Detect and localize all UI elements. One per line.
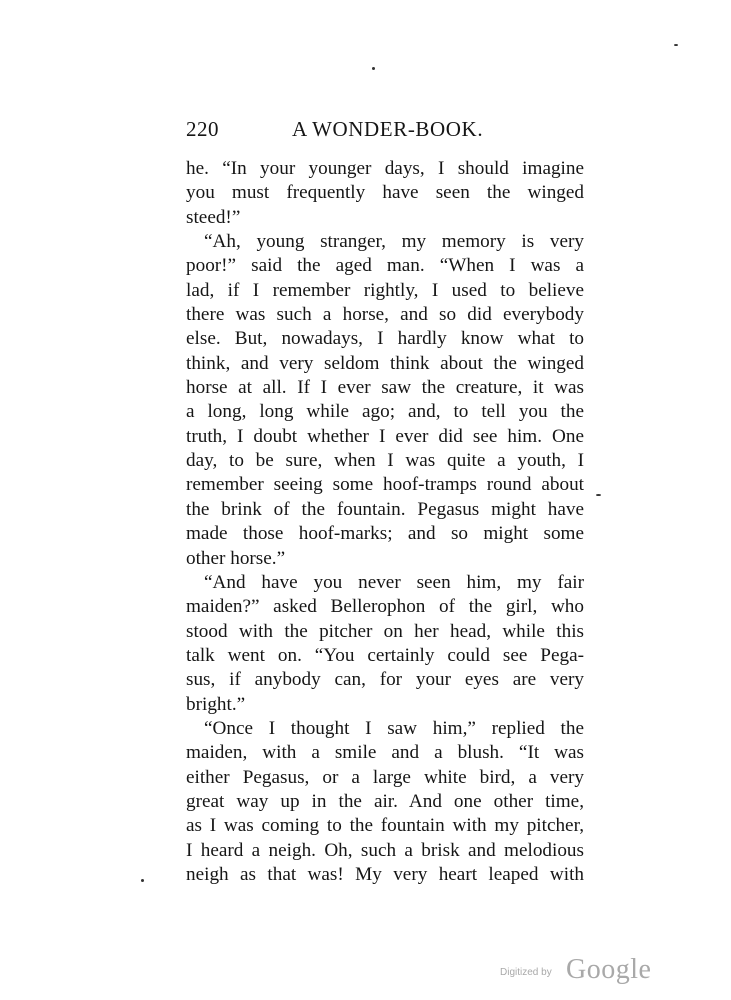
text-line: the brink of the fountain. Pegasus might have (186, 498, 584, 520)
text-line: “Ah, young stranger, my memory is very (204, 231, 584, 253)
text-line: “Once I thought I saw him,” replied the (204, 717, 584, 739)
text-line: steed!” (186, 206, 241, 228)
book-title: A WONDER-BOOK. (292, 117, 484, 141)
text-line: I heard a neigh. Oh, such a brisk and melodious (186, 839, 584, 861)
text-line: there was such a horse, and so did everybody (186, 304, 584, 326)
text-line: sus, if anybody can, for your eyes are very (186, 669, 584, 691)
text-line: stood with the pitcher on her head, while this (186, 620, 584, 642)
text-line: day, to be sure, when I was quite a youth, I (186, 450, 584, 472)
watermark-prefix: Digitized by (500, 967, 552, 978)
scan-speck (372, 67, 375, 70)
text-line: you must frequently have seen the winged (186, 182, 584, 204)
body-text (186, 157, 584, 887)
text-line: think, and very seldom think about the winged (186, 352, 584, 374)
text-line: great way up in the air. And one other time, (186, 790, 584, 812)
text-line: neigh as that was! My very heart leaped with (186, 863, 584, 885)
text-line: horse at all. If I ever saw the creature, it was (186, 377, 584, 399)
scan-speck (674, 44, 678, 46)
text-line: bright.” (186, 693, 246, 715)
text-line: else. But, nowadays, I hardly know what to (186, 328, 584, 350)
text-line: poor!” said the aged man. “When I was a (186, 255, 584, 277)
text-line: talk went on. “You certainly could see Pega- (186, 644, 584, 666)
google-logo: Google (566, 954, 652, 985)
scan-speck (596, 494, 601, 496)
text-line: other horse.” (186, 547, 286, 569)
digitized-by-google-watermark (500, 956, 670, 984)
text-line: made those hoof-marks; and so might some (186, 523, 584, 545)
text-line: “And have you never seen him, my fair (204, 571, 584, 593)
text-line: maiden, with a smile and a blush. “It was (186, 742, 584, 764)
text-line: either Pegasus, or a large white bird, a very (186, 766, 584, 788)
text-line: he. “In your younger days, I should imagine (186, 158, 584, 179)
text-line: truth, I doubt whether I ever did see him. One (186, 425, 584, 447)
text-line: maiden?” asked Bellerophon of the girl, who (186, 596, 584, 618)
page-number: 220 (186, 117, 219, 141)
running-head (186, 117, 584, 145)
text-line: a long, long while ago; and, to tell you the (186, 401, 584, 423)
text-line: remember seeing some hoof-tramps round about (186, 474, 584, 496)
text-line: as I was coming to the fountain with my pitcher, (186, 815, 584, 837)
text-line: lad, if I remember rightly, I used to believe (186, 279, 584, 301)
scan-speck (141, 879, 144, 882)
